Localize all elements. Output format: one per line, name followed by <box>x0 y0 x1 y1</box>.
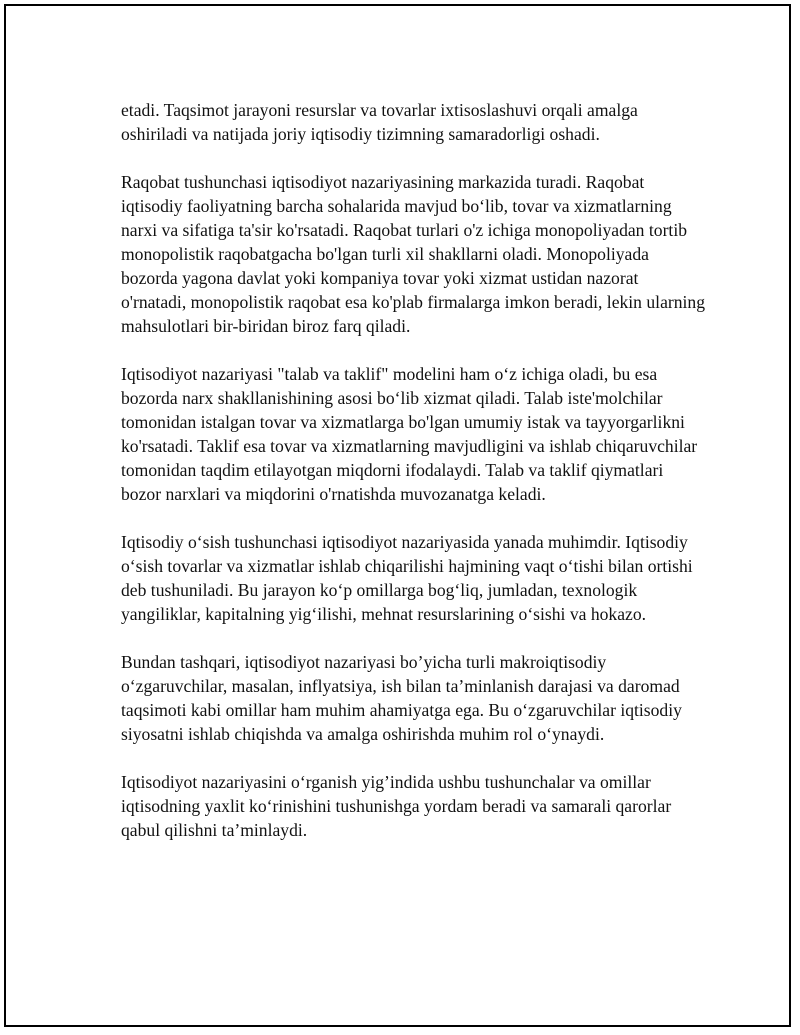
paragraph-1: etadi. Taqsimot jarayoni resurslar va tovarlar ixtisoslashuvi orqali amalga oshiriladi va natijada joriy iqtisodiy tizimning samaradorligi oshadi. <box>121 100 638 144</box>
paragraph-2: Raqobat tushunchasi iqtisodiyot nazariyasining markazida turadi. Raqobat iqtisodiy faoliyatning barcha sohalarida mavjud bo‘lib, tovar va xizmatlarning narxi va sifatiga ta'sir ko'rsatadi. Raqobat turlari o'z ichiga monopoliyadan tortib monopolistik raqobatgacha bo'lgan turli xil shakllarni oladi. Monopoliyada bozorda yagona davlat yoki kompaniya tovar yoki xizmat ustidan nazorat o'rnatadi, monopolistik raqobat esa ko'plab firmalarga imkon beradi, lekin ularning mahsulotlari bir-biridan biroz farq qiladi. <box>121 172 706 336</box>
document-page <box>4 4 791 1027</box>
paragraph-6: Iqtisodiyot nazariyasini o‘rganish yig’indida ushbu tushunchalar va omillar iqtisodning yaxlit ko‘rinishini tushunishga yordam beradi va samarali qarorlar qabul qilishni ta’minlaydi. <box>121 772 672 840</box>
paragraph-5: Bundan tashqari, iqtisodiyot nazariyasi bo’yicha turli makroiqtisodiy o‘zgaruvchilar, masalan, inflyatsiya, ish bilan ta’minlanish darajasi va daromad taqsimoti kabi omillar ham muhim ahamiyatga ega. Bu o‘zgaruvchilar iqtisodiy siyosatni ishlab chiqishda va amalga oshirishda muhim rol o‘ynaydi. <box>121 652 682 744</box>
paragraph-4: Iqtisodiy o‘sish tushunchasi iqtisodiyot nazariyasida yanada muhimdir. Iqtisodiy o‘sish tovarlar va xizmatlar ishlab chiqarilishi hajmining vaqt o‘tishi bilan ortishi deb tushuniladi. Bu jarayon ko‘p omillarga bog‘liq, jumladan, texnologik yangiliklar, kapitalning yig‘ilishi, mehnat resurslarining o‘sishi va hokazo. <box>121 532 693 624</box>
paragraph-3: Iqtisodiyot nazariyasi "talab va taklif" modelini ham o‘z ichiga oladi, bu esa bozorda narx shakllanishining asosi bo‘lib xizmat qiladi. Talab iste'molchilar tomonidan istalgan tovar va xizmatlarga bo'lgan umumiy istak va tayyorgarlikni ko'rsatadi. Taklif esa tovar va xizmatlarning mavjudligini va ishlab chiqaruvchilar tomonidan taqdim etilayotgan miqdorni ifodalaydi. Talab va taklif qiymatlari bozor narxlari va miqdorini o'rnatishda muvozanatga keladi. <box>121 364 698 504</box>
document-body <box>121 98 706 842</box>
